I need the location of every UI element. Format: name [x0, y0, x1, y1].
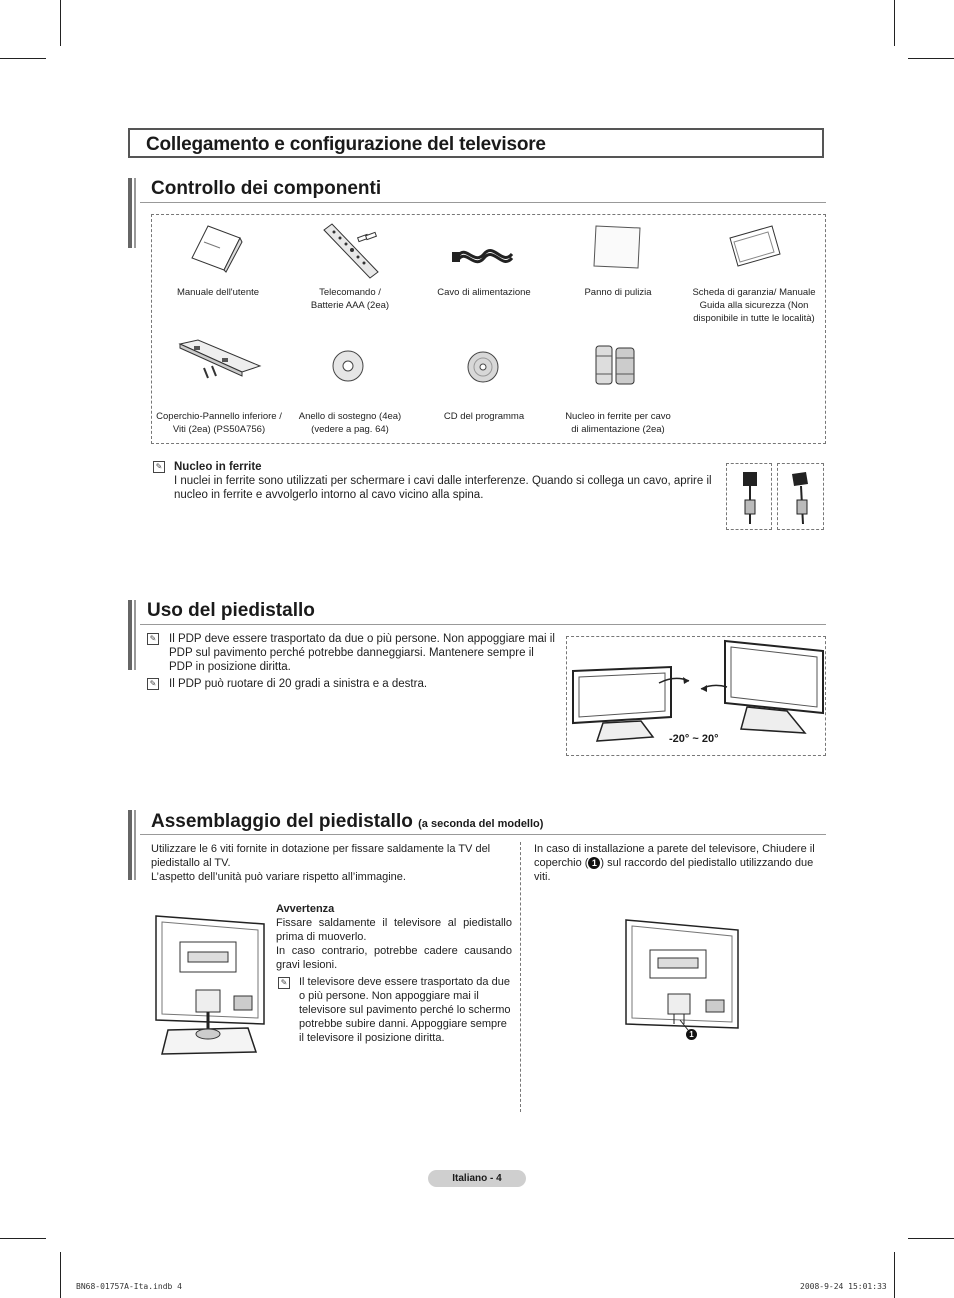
section-title-stand-assembly — [151, 811, 543, 833]
rotation-figure — [566, 636, 826, 756]
caption-manual: Manuale dell'utente — [176, 287, 260, 298]
callout-marker: 1 — [588, 857, 600, 869]
plug-with-ferrite-icon — [737, 470, 763, 526]
assembly-right-text: In caso di installazione a parete del televisore, Chiudere il coperchio ( 1 ) sul raccordo del piedistallo utilizzando due viti. — [534, 843, 815, 883]
assembly-left-text: Utilizzare le 6 viti fornite in dotazione per fissare saldamente la TV del piedistallo al TV. L’aspetto dell’unità può variare rispetto all’immagine. — [151, 843, 491, 883]
holder-ring-icon — [330, 348, 366, 384]
cd-icon — [466, 350, 500, 384]
remote-control-icon — [318, 222, 384, 280]
main-title-box — [128, 128, 824, 158]
tv-back-with-stand-illustration — [152, 912, 268, 1062]
footer-timestamp: 2008-9-24 15:01:33 — [800, 1282, 887, 1291]
assembly-title-suffix: (a seconda del modello) — [418, 818, 544, 830]
ferrite-core-icon — [592, 342, 638, 388]
ferrite-figure-2 — [777, 463, 824, 530]
section-title-stand-use: Uso del piedistallo — [147, 600, 315, 621]
crop-mark — [0, 58, 46, 59]
caption-cloth: Panno di pulizia — [584, 287, 652, 298]
section-title-components: Controllo dei componenti — [151, 178, 382, 199]
power-cord-icon — [452, 240, 518, 270]
crop-mark — [908, 1238, 954, 1239]
caption-remote: Telecomando / Batterie AAA (2ea) — [310, 287, 390, 311]
crop-mark — [894, 0, 895, 46]
page-number-badge: Italiano - 4 — [428, 1170, 526, 1187]
assembly-title: Assemblaggio del piedistallo — [151, 811, 413, 832]
ferrite-note-text: I nuclei in ferrite sono utilizzati per schermare i cavi dalle interferenze. Quando si collega un cavo, aprire il nucleo in ferrite e avvolgerlo intorno al cavo vicino alla spina. — [174, 475, 712, 501]
section-rule — [140, 624, 826, 625]
ferrite-figure-1 — [726, 463, 772, 530]
crop-mark — [60, 0, 61, 46]
section-rule — [140, 202, 826, 203]
rotation-label: -20° ~ 20° — [669, 733, 719, 745]
manual-icon — [190, 224, 250, 274]
crop-mark — [908, 58, 954, 59]
crop-mark — [60, 1252, 61, 1298]
tv-back-cover-illustration — [622, 916, 742, 1044]
section-rule — [140, 834, 826, 835]
callout-marker: 1 — [686, 1029, 697, 1040]
caption-cd: CD del programma — [443, 411, 525, 422]
footer-file: BN68-01757A-Ita.indb 4 — [76, 1282, 182, 1291]
note-icon: ✎ — [278, 977, 290, 989]
warning-note: Il televisore deve essere trasportato da due o più persone. Non appoggiare mai il televisore sul pavimento perché lo schermo potrebbe subire danni. Appoggiare sempre il televisore il posizione diritta. — [299, 976, 511, 1044]
stand-note-2: Il PDP può ruotare di 20 gradi a sinistra e a destra. — [169, 678, 428, 690]
page-title: Collegamento e configurazione del televisore — [146, 134, 546, 155]
caption-ferrite: Nucleo in ferrite per cavo di alimentazione (2ea) — [565, 411, 671, 435]
caption-warranty: Scheda di garanzia/ Manuale Guida alla sicurezza (Non disponibile in tutte le località) — [692, 287, 816, 324]
bottom-cover-icon — [174, 338, 264, 382]
caption-holder-ring: Anello di sostegno (4ea) (vedere a pag. 64) — [298, 411, 402, 435]
warning-text: Fissare saldamente il televisore al piedistallo prima di muoverlo. In caso contrario, potrebbe cadere causando gravi lesioni. — [276, 917, 512, 971]
caption-bottom-cover: Coperchio-Pannello inferiore / Viti (2ea) (PS50A756) — [156, 411, 282, 435]
caption-power-cord: Cavo di alimentazione — [437, 287, 531, 298]
crop-mark — [894, 1252, 895, 1298]
section-bar — [128, 810, 140, 880]
ferrite-note — [174, 460, 720, 502]
warning-block — [276, 902, 512, 972]
warranty-card-icon — [728, 224, 784, 268]
cleaning-cloth-icon — [592, 224, 644, 270]
stand-note-1: Il PDP deve essere trasportato da due o più persone. Non appoggiare mai il PDP sul pavimento perché potrebbe danneggiarsi. Mantenere sempre il PDP in posizione diritta. — [169, 633, 555, 673]
ferrite-note-heading: Nucleo in ferrite — [174, 461, 262, 473]
note-icon: ✎ — [147, 633, 159, 645]
column-divider — [520, 842, 521, 1112]
note-icon: ✎ — [147, 678, 159, 690]
crop-mark — [0, 1238, 46, 1239]
section-bar — [128, 600, 140, 670]
warning-heading: Avvertenza — [276, 903, 335, 915]
section-bar — [128, 178, 140, 248]
plug-with-ferrite-icon — [788, 470, 814, 526]
note-icon: ✎ — [153, 461, 165, 473]
